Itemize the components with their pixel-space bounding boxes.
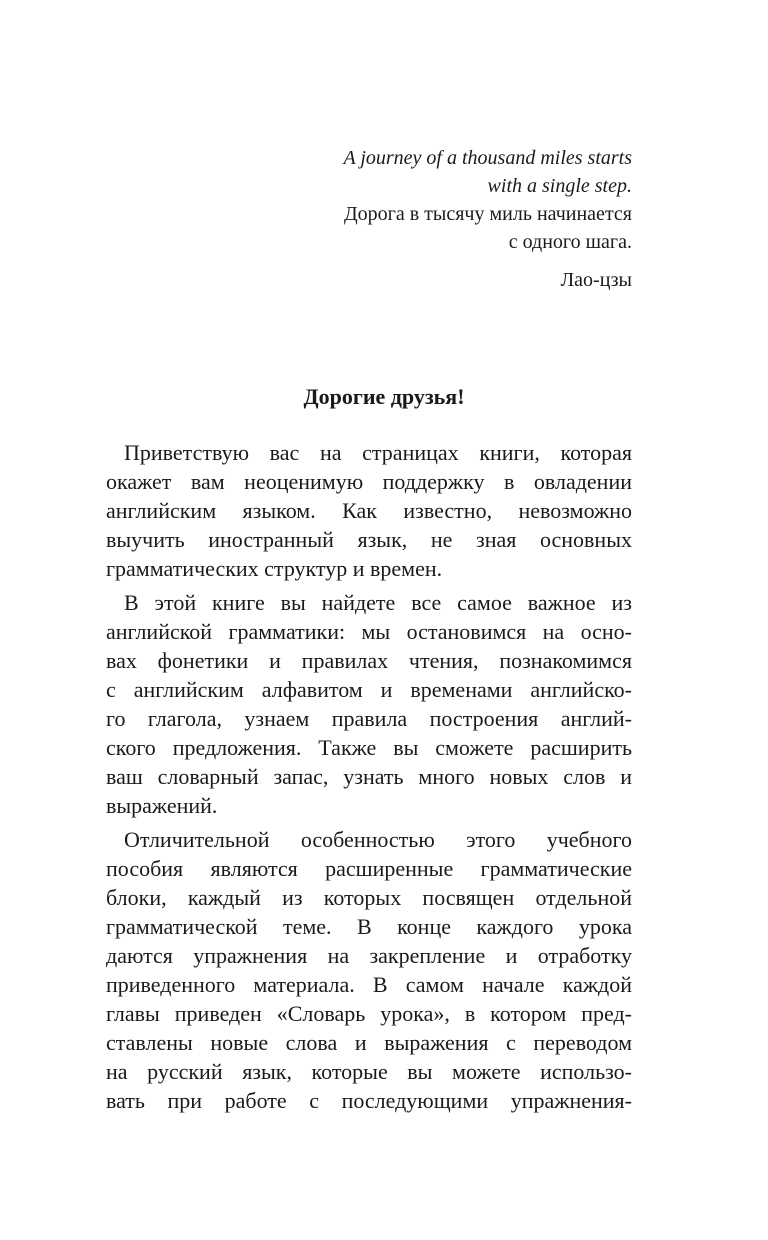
paragraph-line: В этой книге вы найдете все самое важное из (124, 590, 632, 615)
paragraph-line: ского предложения. Также вы сможете расширить (106, 735, 632, 760)
paragraph-line: вать при работе с последующими упражнения- (106, 1088, 632, 1113)
paragraph-1 (106, 438, 632, 583)
paragraph-2 (106, 588, 632, 820)
paragraph-line: главы приведен «Словарь урока», в котором пред- (106, 1001, 632, 1026)
epigraph-english-line-1: A journey of a thousand miles starts (343, 147, 632, 169)
paragraph-line: выражений. (106, 793, 218, 818)
paragraph-line: окажет вам неоценимую поддержку в овладении (106, 469, 632, 494)
paragraph-line: блоки, каждый из которых посвящен отдельной (106, 885, 632, 910)
paragraph-line: го глагола, узнаем правила построения англий- (106, 706, 632, 731)
paragraph-3 (106, 825, 632, 1115)
paragraph-line: грамматической теме. В конце каждого урока (106, 914, 632, 939)
paragraph-line: грамматических структур и времен. (106, 556, 443, 581)
epigraph-russian-line-1: Дорога в тысячу миль начинается (344, 203, 632, 225)
epigraph-russian-line-2: с одного шага. (508, 231, 632, 253)
paragraph-line: даются упражнения на закрепление и отработку (106, 943, 632, 968)
epigraph-english-line-2: with a single step. (487, 175, 632, 197)
paragraph-line: английской грамматики: мы остановимся на осно- (106, 619, 632, 644)
paragraph-line: английским языком. Как известно, невозможно (106, 498, 632, 523)
epigraph-author: Лао-цзы (560, 269, 632, 291)
paragraph-line: на русский язык, которые вы можете использо- (106, 1059, 632, 1084)
paragraph-line: Приветствую вас на страницах книги, которая (124, 440, 632, 465)
paragraph-line: с английским алфавитом и временами английско- (106, 677, 632, 702)
body-text (106, 438, 632, 1115)
paragraph-line: пособия являются расширенные грамматические (106, 856, 632, 881)
paragraph-line: приведенного материала. В самом начале каждой (106, 972, 632, 997)
paragraph-line: Отличительной особенностью этого учебного (124, 827, 632, 852)
paragraph-line: ваш словарный запас, узнать много новых слов и (106, 764, 632, 789)
paragraph-line: ставлены новые слова и выражения с переводом (106, 1030, 632, 1055)
paragraph-line: выучить иностранный язык, не зная основных (106, 527, 632, 552)
epigraph (212, 144, 632, 294)
paragraph-line: вах фонетики и правилах чтения, познакомимся (106, 648, 632, 673)
page-heading: Дорогие друзья! (303, 384, 465, 409)
